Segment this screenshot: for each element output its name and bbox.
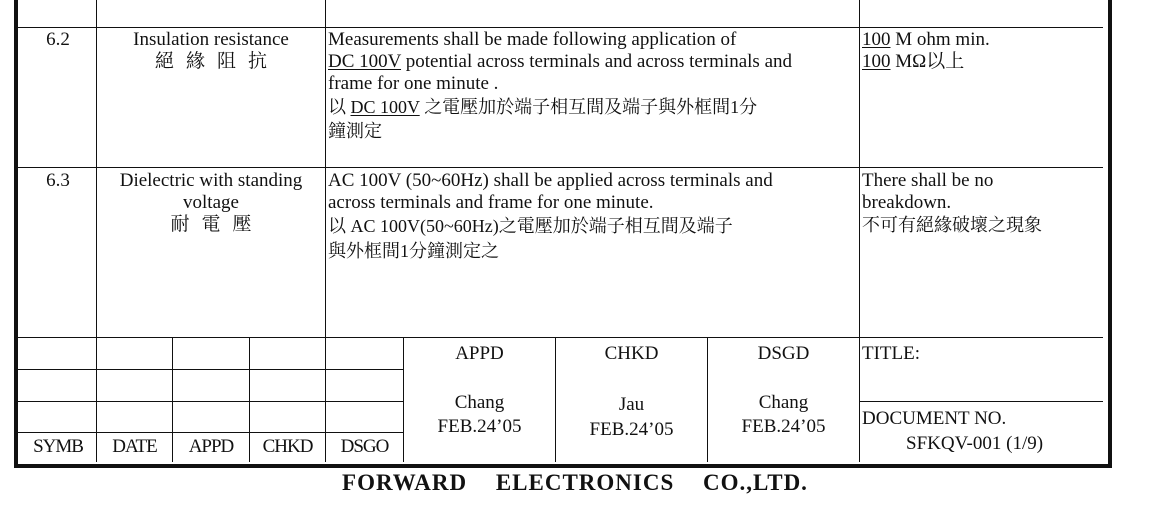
desc-line: 鐘測定 [328,121,382,141]
approval-date: FEB.24’05 [589,419,674,440]
approval-name: Chang [454,392,505,413]
rev-header-appd: APPD [188,436,234,457]
desc-line: 以 DC 100V 之電壓加於端子相互間及端子與外框間1分 [328,97,758,117]
desc-line: frame for one minute . [328,73,499,94]
approval-role: DSGD [757,343,810,364]
title-label: TITLE: [862,343,921,364]
spec-line: 100 MΩ以上 [862,51,965,72]
desc-line: DC 100V potential across terminals and across terminals and [328,51,792,72]
item-name-en: Insulation resistance [133,29,289,50]
desc-line: AC 100V (50~60Hz) shall be applied across terminals and [328,170,773,191]
row-number: 6.3 [46,170,70,191]
rev-header-dsgo: DSGO [340,436,389,457]
row-number: 6.2 [46,29,70,50]
approval-date: FEB.24’05 [741,416,826,437]
desc-line: 與外框間1分鐘測定之 [328,241,499,261]
item-name-cn: 絕緣阻抗 [154,51,279,72]
spec-line: breakdown. [862,192,952,213]
rev-header-date: DATE [112,436,157,457]
company-name: FORWARD ELECTRONICS CO.,LTD. [342,470,808,495]
desc-line: Measurements shall be made following application of [328,29,737,50]
desc-line: across terminals and frame for one minute. [328,192,654,213]
rev-header-chkd: CHKD [262,436,313,457]
approval-role: CHKD [604,343,659,364]
approval-name: Jau [618,394,645,415]
spec-line: 100 M ohm min. [862,29,990,50]
item-name-en: voltage [183,192,239,213]
approval-date: FEB.24’05 [437,416,522,437]
document-number: SFKQV-001 (1/9) [906,433,1044,454]
rev-header-symb: SYMB [33,436,83,457]
item-name-cn: 耐電壓 [170,214,264,235]
document-number-label: DOCUMENT NO. [862,408,1007,429]
approval-name: Chang [758,392,809,413]
item-name-en: Dielectric with standing [119,170,303,191]
desc-line: 以 AC 100V(50~60Hz)之電壓加於端子相互間及端子 [328,216,733,236]
approval-role: APPD [455,343,504,364]
spec-line: There shall be no [862,170,994,191]
spec-line: 不可有絕緣破壞之現象 [862,215,1042,235]
